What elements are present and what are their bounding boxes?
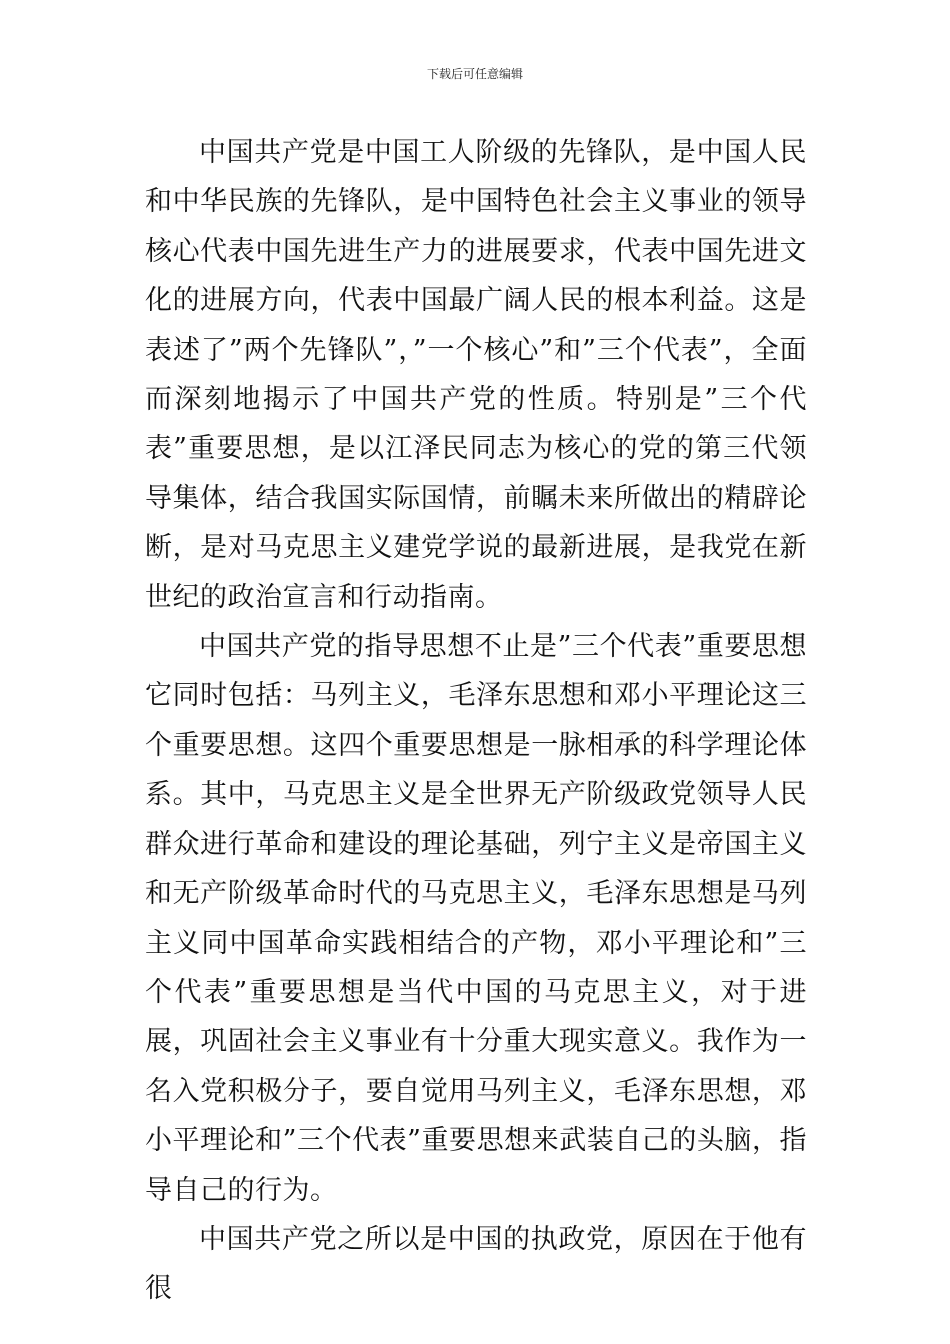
page-header: 下载后可任意编辑 <box>426 67 523 81</box>
paragraph-guiding-ideology: 中国共产党的指导思想不止是”三个代表”重要思想它同时包括：马列主义，毛泽东思想和邓小平理论这三个重要思想。这四个重要思想是一脉相承的科学理论体系。其中，马克思主义是全世界无产阶级政党领导人民群众进行革命和建设的理论基础，列宁主义是帝国主义和无产阶级革命时代的马克思主义，毛泽东思想是马列主义同中国革命实践相结合的产物，邓小平理论和”三个代表”重要思想是当代中国的马克思主义，对于进展，巩固社会主义事业有十分重大现实意义。我作为一名入党积极分子，要自觉用马列主义，毛泽东思想，邓小平理论和”三个代表”重要思想来武装自己的头脑，指导自己的行为。 <box>145 631 807 1206</box>
document-body <box>145 128 807 1314</box>
paragraph-party-nature: 中国共产党是中国工人阶级的先锋队，是中国人民和中华民族的先锋队，是中国特色社会主义事业的领导核心代表中国先进生产力的进展要求，代表中国先进文化的进展方向，代表中国最广阔人民的根本利益。这是表述了”两个先锋队”，”一个核心”和”三个代表”，全面而深刻地揭示了中国共产党的性质。特别是”三个代表”重要思想，是以江泽民同志为核心的党的第三代领导集体，结合我国实际国情，前瞩未来所做出的精辟论断，是对马克思主义建党学说的最新进展，是我党在新世纪的政治宣言和行动指南。 <box>145 137 807 613</box>
paragraph-ruling-party: 中国共产党之所以是中国的执政党，原因在于他有很 <box>145 1223 807 1305</box>
